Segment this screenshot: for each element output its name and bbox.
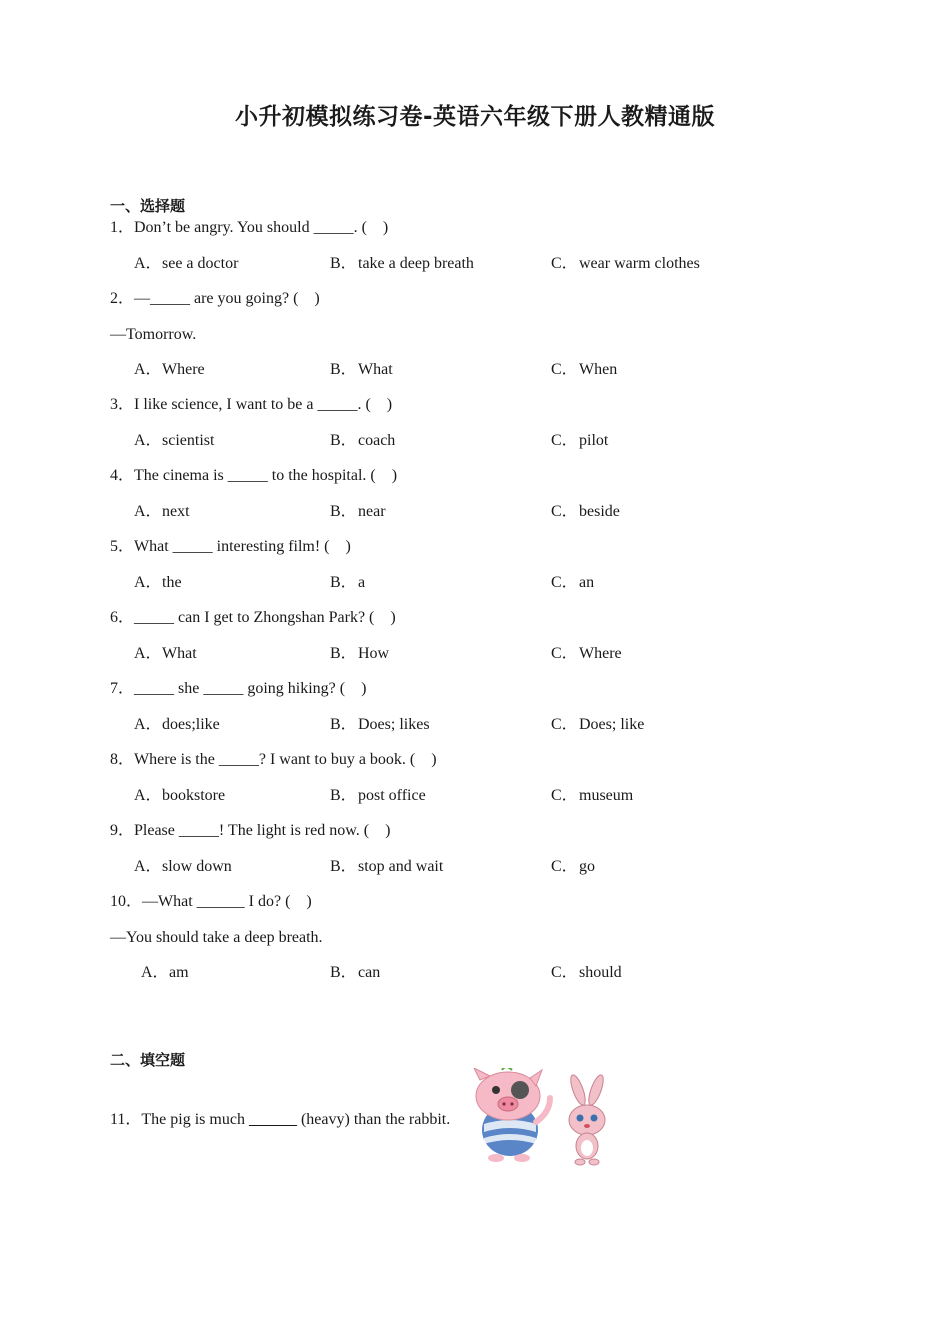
- question-4-option-b[interactable]: B．near: [330, 503, 386, 520]
- question-6-option-a[interactable]: A．What: [134, 645, 197, 662]
- question-3-option-a[interactable]: A．scientist: [134, 432, 215, 449]
- pig-and-rabbit-illustration: [462, 1068, 622, 1168]
- question-7-option-c[interactable]: C．Does; like: [551, 716, 645, 733]
- question-10-stem: 10．—What ______ I do? ( ): [110, 893, 312, 910]
- question-8-option-b[interactable]: B．post office: [330, 787, 426, 804]
- question-10-option-c[interactable]: C．should: [551, 964, 622, 981]
- rabbit-icon: [568, 1073, 606, 1165]
- question-3-stem: 3．I like science, I want to be a _____. ( ): [110, 396, 393, 413]
- question-10-reply: —You should take a deep breath.: [110, 929, 323, 946]
- question-7-option-b[interactable]: B．Does; likes: [330, 716, 430, 733]
- section-heading-fill-blank: 二、填空题: [110, 1051, 186, 1069]
- question-10-option-b[interactable]: B．can: [330, 964, 381, 981]
- question-9-stem: 9．Please _____! The light is red now. ( ): [110, 822, 391, 839]
- question-6-stem: 6．_____ can I get to Zhongshan Park? ( ): [110, 609, 396, 626]
- question-5-option-b[interactable]: B．a: [330, 574, 366, 591]
- question-3-option-c[interactable]: C．pilot: [551, 432, 609, 449]
- question-9-option-a[interactable]: A．slow down: [134, 858, 232, 875]
- question-1-stem: 1．Don’t be angry. You should _____. ( ): [110, 219, 389, 236]
- question-2-reply: —Tomorrow.: [110, 326, 197, 343]
- question-4-option-a[interactable]: A．next: [134, 503, 190, 520]
- question-9-option-b[interactable]: B．stop and wait: [330, 858, 444, 875]
- question-2-option-c[interactable]: C．When: [551, 361, 618, 378]
- question-7-option-a[interactable]: A．does;like: [134, 716, 220, 733]
- question-1-option-b[interactable]: B．take a deep breath: [330, 255, 474, 272]
- question-5-option-c[interactable]: C．an: [551, 574, 595, 591]
- question-8-option-a[interactable]: A．bookstore: [134, 787, 226, 804]
- question-5-stem: 5．What _____ interesting film! ( ): [110, 538, 351, 555]
- question-6-option-b[interactable]: B．How: [330, 645, 390, 662]
- question-7-stem: 7．_____ she _____ going hiking? ( ): [110, 680, 367, 697]
- pig-icon: [474, 1068, 550, 1162]
- question-11-stem: 11．The pig is much ______ (heavy) than the rabbit.: [110, 1111, 451, 1128]
- question-4-option-c[interactable]: C．beside: [551, 503, 620, 520]
- section-heading-choice: 一、选择题: [110, 197, 186, 215]
- question-11-blank[interactable]: ______: [248, 1111, 297, 1128]
- question-10-option-a[interactable]: A．am: [141, 964, 189, 981]
- question-2-stem: 2．—_____ are you going? ( ): [110, 290, 320, 307]
- question-3-option-b[interactable]: B．coach: [330, 432, 396, 449]
- question-9-option-c[interactable]: C．go: [551, 858, 595, 875]
- question-6-option-c[interactable]: C．Where: [551, 645, 622, 662]
- question-4-stem: 4．The cinema is _____ to the hospital. ( ): [110, 467, 398, 484]
- question-2-option-b[interactable]: B．What: [330, 361, 393, 378]
- page-title: 小升初模拟练习卷-英语六年级下册人教精通版: [234, 104, 716, 130]
- question-8-option-c[interactable]: C．museum: [551, 787, 634, 804]
- question-8-stem: 8．Where is the _____? I want to buy a book. ( ): [110, 751, 437, 768]
- question-1-option-c[interactable]: C．wear warm clothes: [551, 255, 700, 272]
- question-2-option-a[interactable]: A．Where: [134, 361, 205, 378]
- question-5-option-a[interactable]: A．the: [134, 574, 182, 591]
- question-1-option-a[interactable]: A．see a doctor: [134, 255, 239, 272]
